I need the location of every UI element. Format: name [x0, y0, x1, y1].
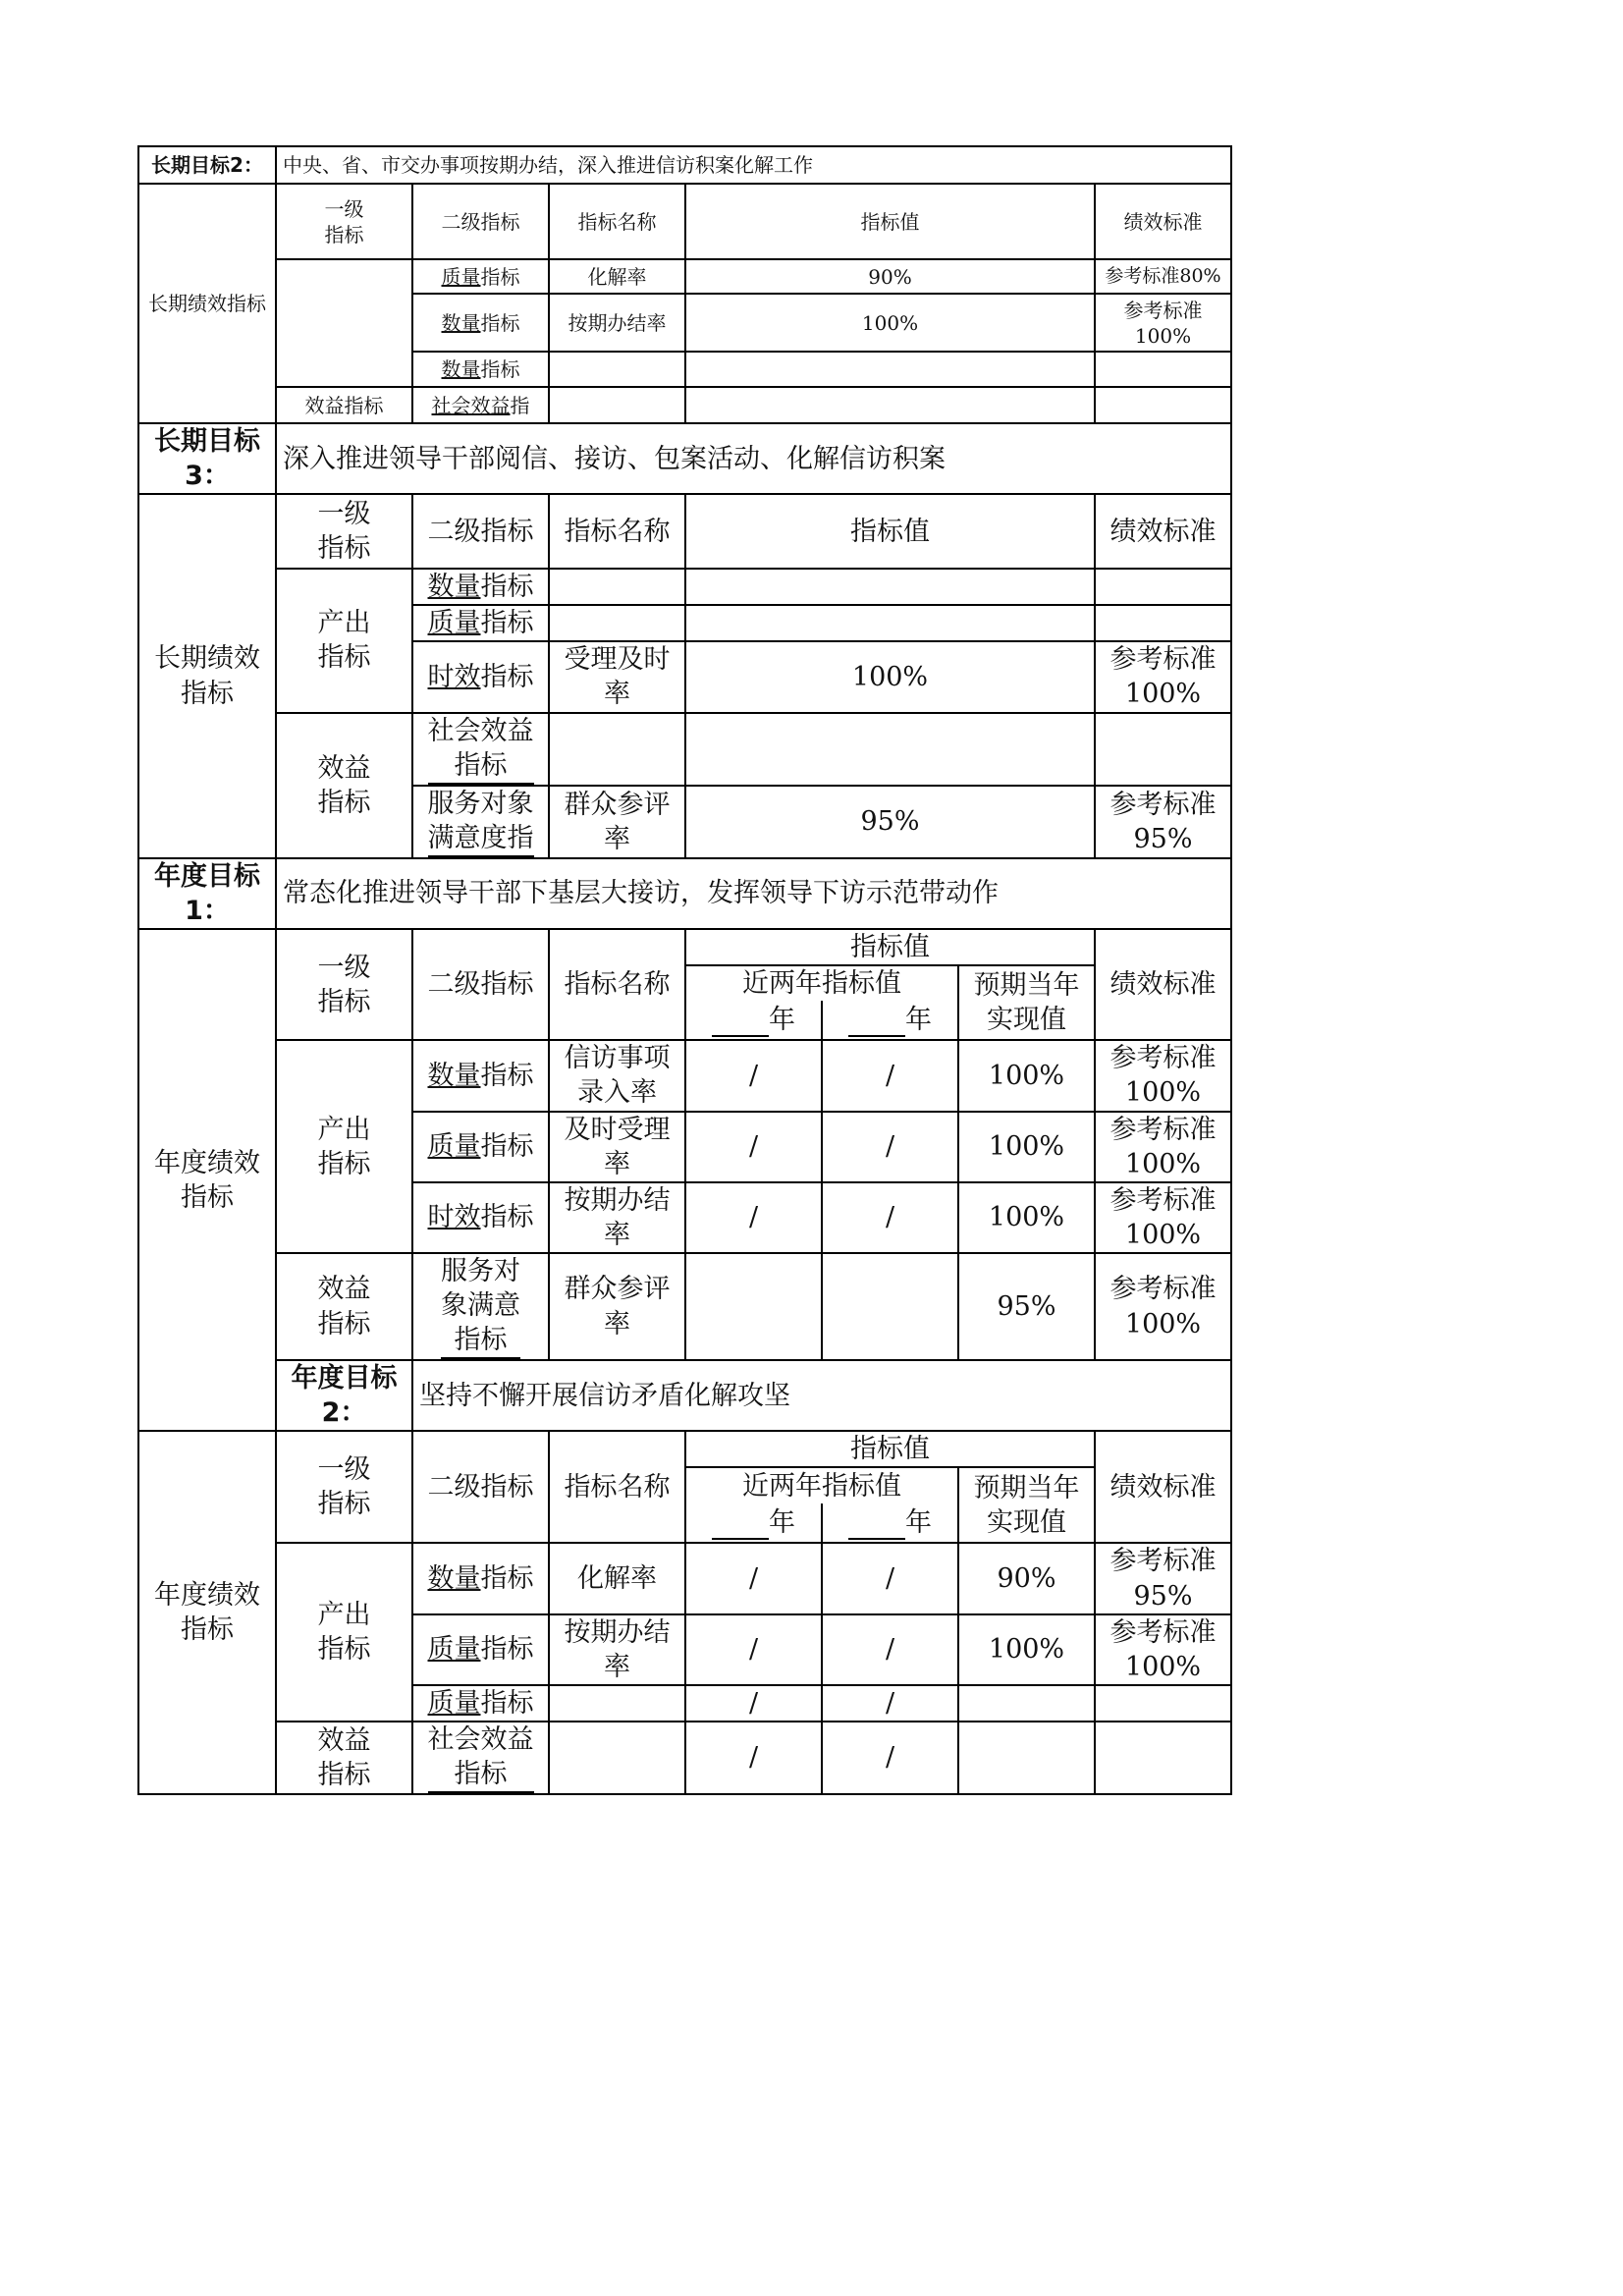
- level2-underlined: 质量: [427, 1634, 481, 1666]
- empty-cell: [549, 1685, 685, 1722]
- level2-underlined: 社会效益 指标: [428, 1722, 534, 1793]
- header-expected: 预期当年 实现值: [958, 965, 1095, 1040]
- standard: 参考标准 100%: [1095, 1614, 1231, 1685]
- header-level1: 一级 指标: [276, 184, 412, 259]
- empty-cell: [549, 387, 685, 423]
- level2-underlined: 数量: [441, 310, 481, 335]
- empty-cell: [549, 569, 685, 605]
- level2-underlined: 数量: [427, 1060, 481, 1091]
- level2-cell: [412, 1182, 549, 1253]
- level1-benefit: 效益 指标: [276, 1722, 412, 1794]
- level1-blank: [276, 259, 412, 387]
- level2-suffix: 指标: [480, 572, 534, 603]
- level2-underlined: 服务对象 满意度指: [428, 787, 534, 857]
- level2-suffix: 指: [510, 393, 530, 417]
- header-year-1: [685, 1503, 822, 1543]
- level2-cell: [412, 1253, 549, 1360]
- indicator-value: 100%: [685, 641, 1095, 712]
- block-label-long-3: 长期绩效 指标: [138, 494, 276, 858]
- level2-underlined: 数量: [441, 357, 481, 381]
- year-1-value: /: [685, 1543, 822, 1613]
- standard: 参考标准 95%: [1095, 786, 1231, 858]
- year-blank: [848, 1514, 905, 1540]
- level2-suffix: 指标: [480, 1060, 534, 1091]
- header-indicator-value: 指标值: [685, 494, 1095, 569]
- header-expected: 预期当年 实现值: [958, 1467, 1095, 1543]
- year-2-value: /: [822, 1040, 958, 1111]
- goal-label-long-3: 长期目标 3：: [138, 423, 276, 494]
- expected-value: 100%: [958, 1040, 1095, 1111]
- level2-underlined: 社会效益 指标: [428, 714, 534, 785]
- level2-underlined: 质量: [441, 264, 481, 289]
- empty-cell: [685, 387, 1095, 423]
- indicator-value: 90%: [685, 259, 1095, 294]
- level1-output: 产出 指标: [276, 1040, 412, 1253]
- empty-cell: [958, 1722, 1095, 1794]
- level1-output: 产出 指标: [276, 1543, 412, 1721]
- level2-underlined: 时效: [427, 661, 481, 692]
- year-blank: [712, 1011, 769, 1037]
- empty-cell: [685, 605, 1095, 641]
- level2-suffix: 指标: [480, 1202, 534, 1233]
- level2-suffix: 指标: [480, 1562, 534, 1594]
- header-indicator-name: 指标名称: [549, 494, 685, 569]
- empty-cell: [1095, 605, 1231, 641]
- indicator-name: 按期办结 率: [549, 1614, 685, 1685]
- empty-cell: [822, 1253, 958, 1360]
- standard: 参考标准 100%: [1095, 1253, 1231, 1360]
- standard: 参考标准 100%: [1095, 641, 1231, 712]
- year-1-value: /: [685, 1614, 822, 1685]
- level1-benefit: 效益 指标: [276, 713, 412, 858]
- year-2-value: /: [822, 1722, 958, 1794]
- header-year-1: [685, 1001, 822, 1040]
- header-level2: 二级指标: [412, 494, 549, 569]
- level2-suffix: 指标: [480, 357, 520, 381]
- goal-text-long-3: 深入推进领导干部阅信、接访、包案活动、化解信访积案: [276, 423, 1231, 494]
- indicator-name: 及时受理 率: [549, 1112, 685, 1182]
- year-label: 年: [769, 1507, 795, 1539]
- level2-cell: [412, 605, 549, 641]
- level2-suffix: 指标: [480, 661, 534, 692]
- expected-value: 100%: [958, 1182, 1095, 1253]
- level2-cell: [412, 1040, 549, 1111]
- level2-underlined: 质量: [427, 1131, 481, 1163]
- level2-underlined: 数量: [427, 1562, 481, 1594]
- indicator-name: 化解率: [549, 259, 685, 294]
- standard: 参考标准 100%: [1095, 294, 1231, 352]
- year-1-value: /: [685, 1685, 822, 1722]
- level2-cell: [412, 641, 549, 712]
- level2-cell: [412, 786, 549, 858]
- level2-cell: [412, 713, 549, 786]
- header-indicator-name: 指标名称: [549, 929, 685, 1040]
- header-level2: 二级指标: [412, 1431, 549, 1543]
- empty-cell: [549, 1722, 685, 1794]
- header-year-2: [822, 1503, 958, 1543]
- header-standard: 绩效标准: [1095, 494, 1231, 569]
- empty-cell: [549, 713, 685, 786]
- header-level1: 一级 指标: [276, 1431, 412, 1543]
- level2-underlined: 数量: [427, 572, 481, 603]
- expected-value: 90%: [958, 1543, 1095, 1613]
- block-label-long-2: 长期绩效指标: [138, 184, 276, 423]
- header-indicator-name: 指标名称: [549, 184, 685, 259]
- level2-underlined: 质量: [427, 1687, 481, 1719]
- year-2-value: /: [822, 1543, 958, 1613]
- year-1-value: /: [685, 1112, 822, 1182]
- level1-benefit: 效益 指标: [276, 1253, 412, 1360]
- level1-benefit: 效益指标: [276, 387, 412, 423]
- performance-sheet: [137, 145, 1232, 1795]
- level2-cell: [412, 1685, 549, 1722]
- year-2-value: /: [822, 1685, 958, 1722]
- level2-underlined: 服务对 象满意 指标: [441, 1254, 520, 1359]
- header-indicator-name: 指标名称: [549, 1431, 685, 1543]
- goal-label-long-2: 长期目标2：: [138, 146, 276, 184]
- empty-cell: [549, 352, 685, 387]
- empty-cell: [1095, 352, 1231, 387]
- level2-cell: [412, 1614, 549, 1685]
- indicator-name: 群众参评 率: [549, 1253, 685, 1360]
- empty-cell: [685, 352, 1095, 387]
- level2-cell: [412, 1722, 549, 1794]
- header-level1: 一级 指标: [276, 929, 412, 1040]
- header-indicator-value: 指标值: [685, 184, 1095, 259]
- level2-suffix: 指标: [480, 1687, 534, 1719]
- header-indicator-value: 指标值: [685, 929, 1095, 965]
- level2-cell: [412, 569, 549, 605]
- year-2-value: /: [822, 1182, 958, 1253]
- year-2-value: /: [822, 1112, 958, 1182]
- empty-cell: [1095, 713, 1231, 786]
- goal-text-long-2: 中央、省、市交办事项按期办结，深入推进信访积案化解工作: [276, 146, 1231, 184]
- level2-cell: [412, 259, 549, 294]
- header-indicator-value: 指标值: [685, 1431, 1095, 1467]
- empty-cell: [1095, 1722, 1231, 1794]
- level2-suffix: 指标: [480, 1131, 534, 1163]
- header-level1: 一级 指标: [276, 494, 412, 569]
- year-1-value: /: [685, 1182, 822, 1253]
- header-level2: 二级指标: [412, 184, 549, 259]
- indicator-name: 信访事项 录入率: [549, 1040, 685, 1111]
- level2-suffix: 指标: [480, 608, 534, 639]
- indicator-name: 群众参评 率: [549, 786, 685, 858]
- level2-suffix: 指标: [480, 1634, 534, 1666]
- level1-output: 产出 指标: [276, 569, 412, 712]
- level2-underlined: 时效: [427, 1202, 481, 1233]
- goal-text-annual-2: 坚持不懈开展信访矛盾化解攻坚: [412, 1360, 1231, 1431]
- header-standard: 绩效标准: [1095, 1431, 1231, 1543]
- goal-label-annual-1: 年度目标 1：: [138, 858, 276, 929]
- empty-cell: [1095, 387, 1231, 423]
- empty-cell: [958, 1685, 1095, 1722]
- year-1-value: /: [685, 1040, 822, 1111]
- year-blank: [848, 1011, 905, 1037]
- standard: 参考标准 100%: [1095, 1040, 1231, 1111]
- year-blank: [712, 1514, 769, 1540]
- block-label-annual-1: 年度绩效 指标: [138, 929, 276, 1431]
- empty-cell: [685, 569, 1095, 605]
- standard: 参考标准 100%: [1095, 1182, 1231, 1253]
- header-standard: 绩效标准: [1095, 929, 1231, 1040]
- level2-cell: [412, 387, 549, 423]
- block-label-annual-2: 年度绩效 指标: [138, 1431, 276, 1794]
- level2-cell: [412, 1112, 549, 1182]
- indicator-name: 按期办结率: [549, 294, 685, 352]
- performance-table: [137, 145, 1232, 1795]
- header-level2: 二级指标: [412, 929, 549, 1040]
- header-recent-two-years: 近两年指标值: [685, 965, 958, 1001]
- header-standard: 绩效标准: [1095, 184, 1231, 259]
- level2-underlined: 社会效益: [431, 393, 511, 417]
- indicator-value: 95%: [685, 786, 1095, 858]
- expected-value: 100%: [958, 1614, 1095, 1685]
- level2-suffix: 指标: [480, 310, 520, 335]
- year-1-value: /: [685, 1722, 822, 1794]
- level2-underlined: 质量: [427, 608, 481, 639]
- empty-cell: [685, 1253, 822, 1360]
- indicator-name: 化解率: [549, 1543, 685, 1613]
- expected-value: 100%: [958, 1112, 1095, 1182]
- goal-text-annual-1: 常态化推进领导干部下基层大接访，发挥领导下访示范带动作: [276, 858, 1231, 929]
- year-label: 年: [905, 1507, 932, 1539]
- year-2-value: /: [822, 1614, 958, 1685]
- indicator-value: 100%: [685, 294, 1095, 352]
- year-label: 年: [769, 1005, 795, 1036]
- empty-cell: [685, 713, 1095, 786]
- year-label: 年: [905, 1005, 932, 1036]
- expected-value: 95%: [958, 1253, 1095, 1360]
- indicator-name: 受理及时 率: [549, 641, 685, 712]
- standard: 参考标准80%: [1095, 259, 1231, 294]
- level2-cell: [412, 294, 549, 352]
- standard: 参考标准 100%: [1095, 1112, 1231, 1182]
- indicator-name: 按期办结 率: [549, 1182, 685, 1253]
- header-recent-two-years: 近两年指标值: [685, 1467, 958, 1503]
- standard: 参考标准 95%: [1095, 1543, 1231, 1613]
- empty-cell: [1095, 1685, 1231, 1722]
- empty-cell: [1095, 569, 1231, 605]
- empty-cell: [549, 605, 685, 641]
- level2-cell: [412, 352, 549, 387]
- level2-cell: [412, 1543, 549, 1613]
- goal-label-annual-2: 年度目标 2：: [276, 1360, 412, 1431]
- level2-suffix: 指标: [480, 264, 520, 289]
- header-year-2: [822, 1001, 958, 1040]
